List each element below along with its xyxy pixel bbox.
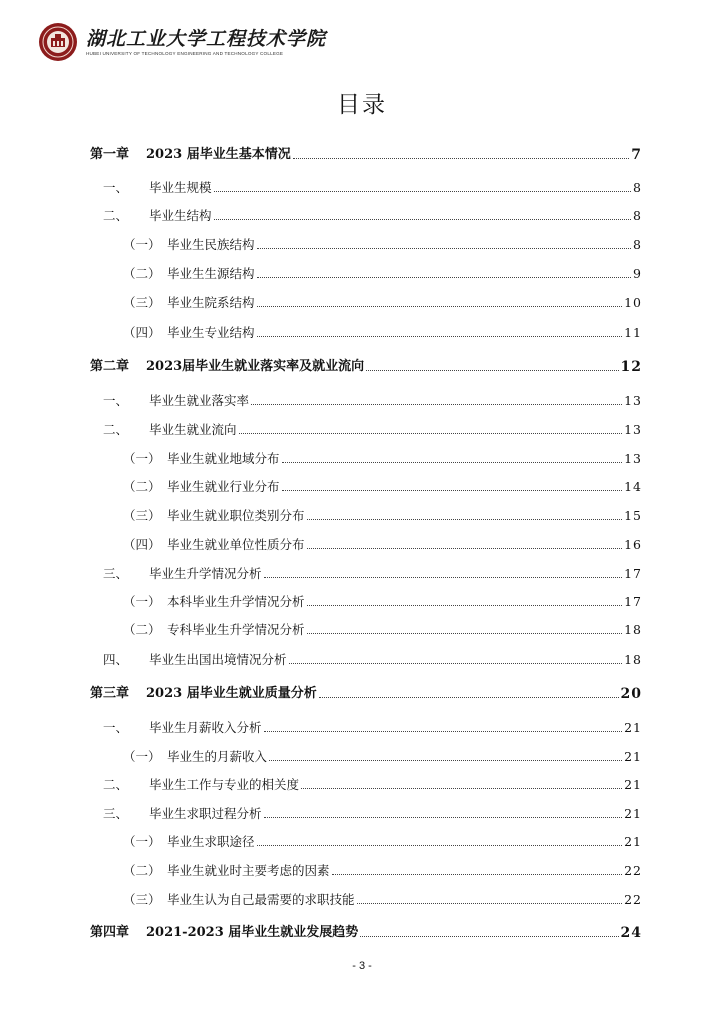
toc-entry-label: 毕业生结构 — [149, 208, 212, 223]
toc-entry-number: （二） — [123, 479, 161, 494]
toc-entry-number: 四、 — [103, 652, 129, 667]
toc-entry[interactable] — [90, 291, 642, 311]
toc-dot-leader — [307, 548, 623, 549]
college-seal-icon — [38, 22, 78, 62]
toc-entry-page: 20 — [620, 686, 642, 702]
toc-entry-number: 第二章 — [90, 359, 130, 374]
toc-entry-label: 毕业生就业时主要考虑的因素 — [167, 863, 330, 878]
toc-dot-leader — [360, 936, 618, 937]
toc-entry[interactable] — [90, 321, 642, 341]
toc-entry-page: 21 — [624, 777, 642, 792]
toc-dot-leader — [264, 577, 623, 578]
toc-entry-number: 一、 — [103, 720, 129, 735]
toc-entry-number: （一） — [123, 749, 161, 764]
toc-entry-number: （二） — [123, 266, 161, 281]
toc-dot-leader — [214, 191, 632, 192]
toc-entry-number: 三、 — [103, 566, 129, 581]
toc-entry-page: 17 — [624, 566, 642, 581]
school-name-en: HUBEI UNIVERSITY OF TECHNOLOGY ENGINEERING AND TECHNOLOGY COLLEGE — [86, 51, 284, 56]
toc-entry-page: 11 — [624, 325, 642, 340]
toc-entry-number: 二、 — [103, 777, 129, 792]
toc-entry-label: 毕业生就业落实率 — [149, 393, 250, 408]
toc-entry-page: 8 — [633, 180, 642, 195]
toc-dot-leader — [264, 817, 623, 818]
toc-entry-number: （三） — [123, 295, 161, 310]
toc-entry-label: 毕业生专业结构 — [167, 325, 255, 340]
toc-entry-page: 8 — [633, 237, 642, 252]
toc-dot-leader — [357, 903, 623, 904]
toc-entry[interactable] — [90, 562, 642, 582]
toc-entry-label: 毕业生就业流向 — [149, 422, 237, 437]
toc-chapter-entry[interactable] — [90, 921, 642, 941]
toc-entry-page: 18 — [624, 652, 642, 667]
toc-entry-label: 2023 届毕业生基本情况 — [146, 147, 291, 162]
toc-entry-number: （一） — [123, 834, 161, 849]
toc-entry[interactable] — [90, 618, 642, 638]
toc-entry[interactable] — [90, 830, 642, 850]
toc-dot-leader — [289, 663, 623, 664]
toc-entry-page: 7 — [631, 147, 642, 163]
toc-entry-page: 13 — [624, 451, 642, 466]
toc-entry-page: 21 — [624, 806, 642, 821]
toc-entry-page: 24 — [620, 925, 642, 941]
toc-entry[interactable] — [90, 389, 642, 409]
toc-dot-leader — [257, 248, 632, 249]
toc-dot-leader — [301, 788, 622, 789]
toc-entry-label: 毕业生认为自己最需要的求职技能 — [167, 892, 355, 907]
toc-entry-page: 14 — [624, 479, 642, 494]
toc-entry-label: 毕业生求职途径 — [167, 834, 255, 849]
toc-entry-number: 二、 — [103, 422, 129, 437]
toc-entry-label: 2023 届毕业生就业质量分析 — [146, 686, 317, 701]
toc-entry[interactable] — [90, 716, 642, 736]
toc-entry-label: 毕业生求职过程分析 — [149, 806, 262, 821]
toc-entry-number: 第三章 — [90, 686, 130, 701]
toc-dot-leader — [307, 633, 623, 634]
toc-entry-page: 21 — [624, 834, 642, 849]
toc-entry-number: （一） — [123, 237, 161, 252]
toc-chapter-entry[interactable] — [90, 143, 642, 163]
toc-entry-page: 22 — [624, 863, 642, 878]
toc-dot-leader — [269, 760, 622, 761]
toc-entry-number: 一、 — [103, 393, 129, 408]
page-title: 目录 — [337, 92, 387, 118]
toc-entry-page: 12 — [620, 359, 642, 375]
toc-entry-label: 毕业生就业地域分布 — [167, 451, 280, 466]
toc-dot-leader — [257, 845, 623, 846]
toc-entry[interactable] — [90, 176, 642, 196]
toc-entry-number: （四） — [123, 325, 161, 340]
toc-dot-leader — [214, 219, 632, 220]
toc-entry[interactable] — [90, 504, 642, 524]
toc-entry-number: （四） — [123, 537, 161, 552]
toc-chapter-entry[interactable] — [90, 355, 642, 375]
toc-entry[interactable] — [90, 533, 642, 553]
toc-entry[interactable] — [90, 648, 642, 668]
toc-dot-leader — [264, 731, 623, 732]
toc-entry-number: （三） — [123, 892, 161, 907]
toc-chapter-entry[interactable] — [90, 682, 642, 702]
toc-entry-number: 三、 — [103, 806, 129, 821]
toc-entry-label: 本科毕业生升学情况分析 — [167, 594, 305, 609]
toc-entry-number: （一） — [123, 451, 161, 466]
toc-entry-label: 毕业生民族结构 — [167, 237, 255, 252]
toc-dot-leader — [257, 277, 632, 278]
toc-dot-leader — [239, 433, 623, 434]
toc-entry-label: 2021-2023 届毕业生就业发展趋势 — [146, 925, 359, 940]
toc-dot-leader — [257, 306, 623, 307]
toc-entry-page: 18 — [624, 622, 642, 637]
toc-entry-page: 9 — [633, 266, 642, 281]
toc-entry-label: 毕业生月薪收入分析 — [149, 720, 262, 735]
toc-entry-number: （二） — [123, 622, 161, 637]
toc-entry-number: 第四章 — [90, 925, 130, 940]
toc-entry[interactable] — [90, 204, 642, 224]
toc-entry-page: 10 — [624, 295, 642, 310]
toc-entry-label: 毕业生就业行业分布 — [167, 479, 280, 494]
toc-entry[interactable] — [90, 418, 642, 438]
toc-entry-page: 16 — [624, 537, 642, 552]
toc-entry-number: 一、 — [103, 180, 129, 195]
toc-entry-label: 毕业生升学情况分析 — [149, 566, 262, 581]
toc-entry[interactable] — [90, 888, 642, 908]
toc-entry-label: 毕业生院系结构 — [167, 295, 255, 310]
toc-entry[interactable] — [90, 859, 642, 879]
toc-entry[interactable] — [90, 802, 642, 822]
toc-entry-label: 毕业生规模 — [149, 180, 212, 195]
toc-dot-leader — [366, 370, 618, 371]
toc-dot-leader — [307, 605, 623, 606]
toc-entry-page: 13 — [624, 393, 642, 408]
toc-dot-leader — [319, 697, 619, 698]
toc-entry[interactable] — [90, 773, 642, 793]
toc-dot-leader — [332, 874, 623, 875]
toc-entry-number: （一） — [123, 594, 161, 609]
school-name-cn: 湖北工业大学工程技术学院 — [86, 28, 327, 50]
toc-entry-label: 毕业生就业单位性质分布 — [167, 537, 305, 552]
toc-entry-label: 毕业生工作与专业的相关度 — [149, 777, 300, 792]
toc-entry-label: 毕业生就业职位类别分布 — [167, 508, 305, 523]
toc-entry[interactable] — [90, 745, 642, 765]
toc-entry-label: 2023届毕业生就业落实率及就业流向 — [146, 359, 365, 374]
toc-entry-label: 毕业生生源结构 — [167, 266, 255, 281]
toc-dot-leader — [307, 519, 623, 520]
toc-entry[interactable] — [90, 447, 642, 467]
toc-entry-page: 17 — [624, 594, 642, 609]
toc-dot-leader — [282, 462, 623, 463]
toc-entry-label: 毕业生的月薪收入 — [167, 749, 268, 764]
toc-entry-number: （三） — [123, 508, 161, 523]
toc-entry-page: 13 — [624, 422, 642, 437]
toc-dot-leader — [293, 158, 630, 159]
toc-dot-leader — [282, 490, 623, 491]
toc-entry-label: 毕业生出国出境情况分析 — [149, 652, 287, 667]
toc-dot-leader — [257, 336, 623, 337]
toc-entry[interactable] — [90, 475, 642, 495]
toc-entry[interactable] — [90, 262, 642, 282]
toc-entry-page: 21 — [624, 749, 642, 764]
toc-entry-number: 第一章 — [90, 147, 130, 162]
toc-entry[interactable] — [90, 233, 642, 253]
toc-entry-label: 专科毕业生升学情况分析 — [167, 622, 305, 637]
toc-entry[interactable] — [90, 590, 642, 610]
toc-entry-number: 二、 — [103, 208, 129, 223]
page-number: - 3 - — [352, 960, 372, 972]
toc-dot-leader — [251, 404, 622, 405]
toc-entry-page: 22 — [624, 892, 642, 907]
page-header — [38, 22, 326, 62]
toc-entry-page: 8 — [633, 208, 642, 223]
toc-entry-page: 15 — [624, 508, 642, 523]
toc-entry-number: （二） — [123, 863, 161, 878]
toc-entry-page: 21 — [624, 720, 642, 735]
